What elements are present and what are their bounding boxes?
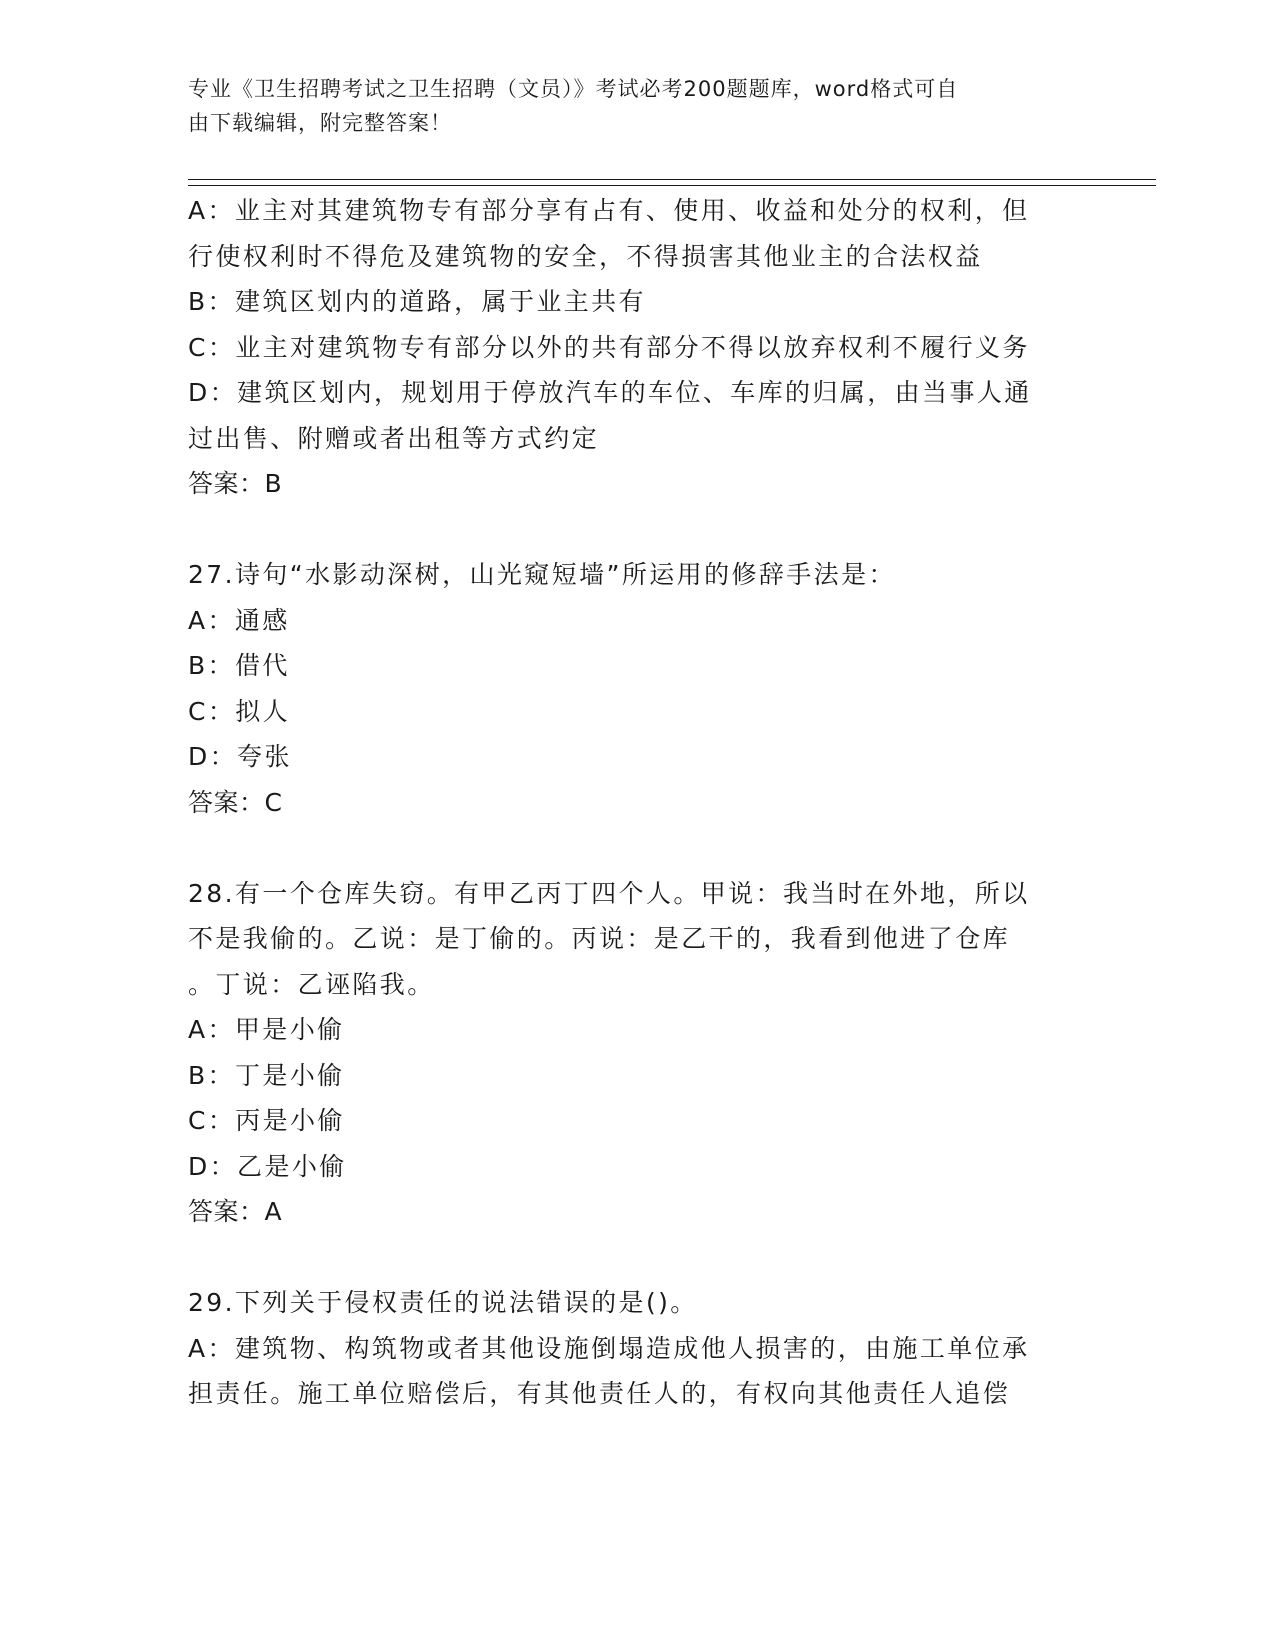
q27-option-b: B：借代 [188,651,290,680]
q28-option-b: B：丁是小偷 [188,1060,345,1090]
q28-question-line-1: 28.有一个仓库失窃。有甲乙丙丁四个人。甲说：我当时在外地，所以 [188,878,1030,908]
spacer [188,507,1088,553]
q26-option-b: B：建筑区划内的道路，属于业主共有 [188,287,646,316]
q26-option-a-line-2: 行使权利时不得危及建筑物的安全，不得损害其他业主的合法权益 [188,241,983,271]
question-27-block [188,552,1088,825]
q28-option-c: C：丙是小偷 [188,1106,345,1135]
question-content [188,188,1088,1417]
header-divider-bottom [188,185,1156,186]
question-28-block [188,871,1088,1235]
q27-question: 27.诗句“水影动深树，山光窥短墙”所运用的修辞手法是： [188,560,896,589]
q28-answer: 答案：A [188,1197,283,1226]
q28-question-line-3: 。丁说：乙诬陷我。 [188,969,435,999]
header-divider-top [188,179,1156,180]
q28-option-d: D：乙是小偷 [188,1151,347,1181]
q26-option-d-line-1: D：建筑区划内，规划用于停放汽车的车位、车库的归属，由当事人通 [188,378,1032,407]
q27-option-a: A：通感 [188,605,290,635]
question-29-block [188,1280,1088,1417]
question-26-block [188,188,1088,507]
q28-option-a: A：甲是小偷 [188,1015,345,1044]
q26-option-c: C：业主对建筑物专有部分以外的共有部分不得以放弃权利不履行义务 [188,332,1030,362]
q29-option-a-line-1: A：建筑物、构筑物或者其他设施倒塌造成他人损害的，由施工单位承 [188,1333,1030,1363]
q29-question: 29.下列关于侵权责任的说法错误的是()。 [188,1288,698,1317]
header-title-line-2: 由下载编辑，附完整答案！ [188,111,452,135]
q26-option-d-line-2: 过出售、附赠或者出租等方式约定 [188,423,600,453]
q27-answer: 答案：C [188,787,283,817]
spacer [188,1235,1088,1281]
spacer [188,825,1088,871]
document-header [188,72,1068,140]
q28-question-line-2: 不是我偷的。乙说：是丁偷的。丙说：是乙干的，我看到他进了仓库 [188,924,1011,953]
q26-option-a-line-1: A：业主对其建筑物专有部分享有占有、使用、收益和处分的权利，但 [188,196,1030,225]
q29-option-a-line-2: 担责任。施工单位赔偿后，有其他责任人的，有权向其他责任人追偿 [188,1379,1011,1408]
q27-option-d: D：夸张 [188,742,292,771]
header-title-line-1: 专业《卫生招聘考试之卫生招聘（文员）》考试必考200题题库，word格式可自 [188,77,959,101]
q26-answer: 答案：B [188,469,283,498]
q27-option-c: C：拟人 [188,696,291,726]
